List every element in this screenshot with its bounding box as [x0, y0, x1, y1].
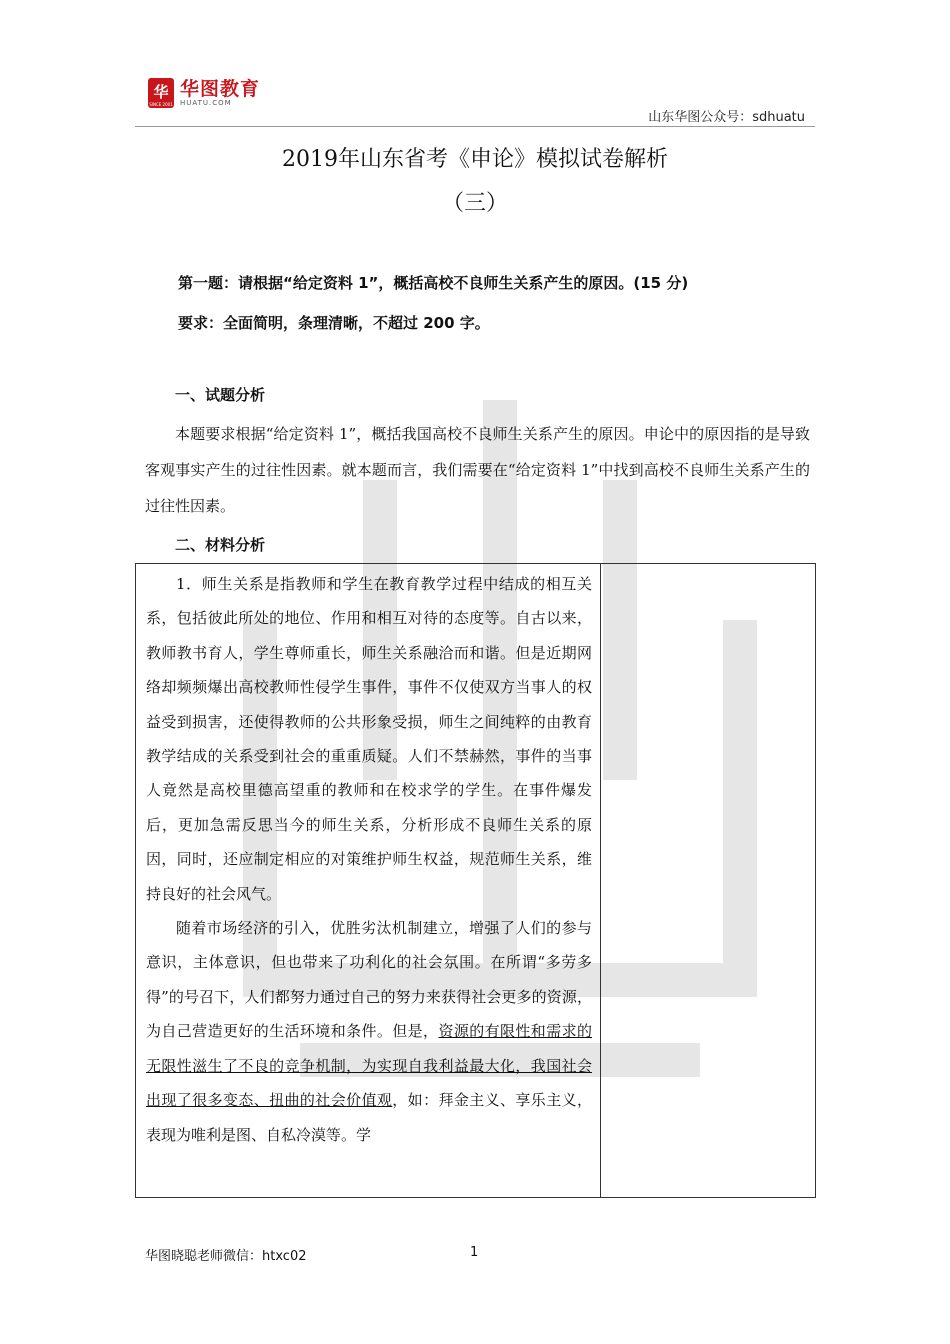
material-text-cell: [136, 564, 601, 1198]
requirement-text: 要求：全面简明，条理清晰，不超过 200 字。: [178, 314, 490, 332]
material-paragraph-1: 1．师生关系是指教师和学生在教育教学过程中结成的相互关系，包括彼此所处的地位、作用和相互对待的态度等。自古以来，教师教书育人，学生尊师重长，师生关系融洽而和谐。但是近期网络却频频爆出高校教师性侵学生事件，事件不仅使双方当事人的权益受到损害，还使得教师的公共形象受损，师生之间纯粹的由教育教学结成的关系受到社会的重重质疑。人们不禁赫然，事件的当事人竟然是高校里德高望重的教师和在校求学的学生。在事件爆发后，更加急需反思当今的师生关系，分析形成不良师生关系的原因，同时，还应制定相应的对策维护师生权益，规范师生关系，维持良好的社会风气。: [146, 575, 592, 903]
footer-teacher-wechat: 华图晓聪老师微信：htxc02: [145, 1249, 307, 1264]
material-table: [135, 563, 816, 1198]
document-subtitle: （三）: [441, 191, 508, 216]
section-heading-material: 二、材料分析: [175, 536, 266, 554]
logo-url: HUATU.COM: [180, 99, 232, 107]
logo-mark: 华 SINCE 2001: [148, 78, 174, 108]
page-number: 1: [470, 1245, 479, 1260]
annotation-cell: [601, 564, 816, 1198]
header-wechat-public: 山东华图公众号：sdhuatu: [648, 110, 805, 125]
underlined-text: 资源的有限性和需求的无限性滋生了不良的竞争机制，为实现自我利益最大化，我国社会出现了很多变态、扭曲的社会价值观: [146, 1022, 592, 1110]
huatu-logo: [148, 78, 260, 108]
header-divider: [135, 126, 815, 127]
section-analysis-body: 本题要求根据“给定资料 1”，概括我国高校不良师生关系产生的原因。申论中的原因指的是导致客观事实产生的过往性因素。就本题而言，我们需要在“给定资料 1”中找到高校不良师生关系产生的过往性因素。: [145, 425, 810, 515]
document-title: 2019年山东省考《申论》模拟试卷解析: [282, 147, 668, 172]
logo-name: 华图教育: [180, 78, 261, 100]
question-text: 第一题：请根据“给定资料 1”，概括高校不良师生关系产生的原因。(15 分): [178, 274, 689, 292]
material-paragraph-2: 随着市场经济的引入，优胜劣汰机制建立，增强了人们的参与意识，主体意识，但也带来了功利化的社会氛围。在所谓“多劳多得”的号召下，人们都努力通过自己的努力来获得社会更多的资源，为自己营造更好的生活环境和条件。但是，资源的有限性和需求的无限性滋生了不良的竞争机制，为实现自我利益最大化，我国社会出现了很多变态、扭曲的社会价值观，如：拜金主义、享乐主义，表现为唯利是图、自私冷漠等。学: [146, 919, 592, 1144]
section-heading-analysis: 一、试题分析: [175, 386, 266, 404]
